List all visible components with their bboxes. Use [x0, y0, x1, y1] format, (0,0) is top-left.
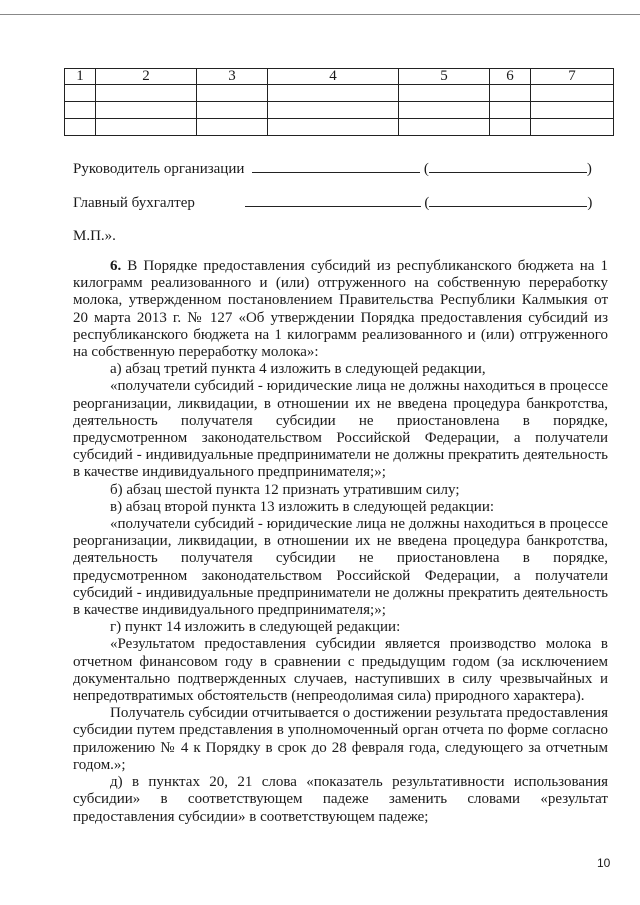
item-b: б) абзац шестой пункта 12 признать утратившим силу; [110, 481, 460, 498]
head-signature-blank[interactable] [252, 158, 420, 173]
table-cell [490, 85, 531, 102]
accountant-name-blank[interactable] [429, 192, 587, 207]
table-cell [531, 85, 614, 102]
table-cell [65, 102, 96, 119]
table-cell [65, 85, 96, 102]
table-row [65, 85, 614, 102]
table-header-cell: 7 [531, 69, 614, 85]
head-name-blank[interactable] [429, 158, 587, 173]
paragraph-6 [73, 258, 608, 361]
table-cell [268, 102, 399, 119]
table-cell [268, 85, 399, 102]
table-header-row [65, 69, 614, 85]
paragraph-number: 6. [110, 258, 122, 274]
table-cell [268, 119, 399, 136]
table-cell [96, 102, 197, 119]
item-g-quote: «Результатом предоставления субсидии является производство молока в отчетном финансовом году в сравнении с предыдущим годом (за исключением документально подтвержденных случаев, наступивших в силу чрезвычайных и непредотвратимых обстоятельств (непреодолимая сила) природного характера). [73, 636, 608, 705]
table-header-cell: 1 [65, 69, 96, 85]
report-form-table [64, 68, 614, 136]
paragraph-6-text: В Порядке предоставления субсидий из республиканского бюджета на 1 килограмм реализованного и (или) отгруженного на собственную переработку молока, утвержденном постановлением Правительства Республики Калмыкия от 20 марта 2013 г. № 127 «Об утверждении Порядка предоставления субсидий из республиканского бюджета на 1 килограмм реализованного и (или) отгруженного на собственную переработку молока»: [73, 258, 608, 361]
table-cell [197, 119, 268, 136]
accountant-signature-label: Главный бухгалтер [73, 195, 195, 211]
table-cell [490, 102, 531, 119]
table-cell [490, 119, 531, 136]
table-cell [96, 119, 197, 136]
table-header-cell: 4 [268, 69, 399, 85]
item-a-quote: «получатели субсидий - юридические лица не должны находиться в процессе реорганизации, ликвидации, в отношении их не введена процедура банкротства, деятельность получателя субсидии не приостановлена в порядке, предусмотренном законодательством Российской Федерации, а получатели субсидий - индивидуальные предприниматели не должны прекратить деятельность в качестве индивидуального предпринимателя;»; [73, 378, 608, 481]
table-cell [399, 85, 490, 102]
item-g: г) пункт 14 изложить в следующей редакции: [110, 619, 401, 636]
table-cell [399, 102, 490, 119]
accountant-close-paren: ) [587, 195, 593, 211]
amendment-text [73, 258, 608, 826]
table-cell [399, 119, 490, 136]
table-cell [65, 119, 96, 136]
table-cell [197, 85, 268, 102]
head-open-paren: ( [423, 161, 429, 177]
top-rule [0, 14, 640, 15]
accountant-signature-line [73, 192, 592, 212]
table-header-cell: 2 [96, 69, 197, 85]
table-cell [531, 119, 614, 136]
table-cell [96, 85, 197, 102]
table-cell [531, 102, 614, 119]
accountant-signature-blank[interactable] [245, 192, 421, 207]
table-header-cell: 3 [197, 69, 268, 85]
page-number: 10 [597, 856, 611, 870]
item-a: а) абзац третий пункта 4 изложить в следующей редакции, [110, 361, 486, 378]
stamp-label: М.П.». [73, 228, 116, 244]
accountant-open-paren: ( [424, 195, 430, 211]
item-g-quote-2: Получатель субсидии отчитывается о достижении результата предоставления субсидии путем представления в уполномоченный орган отчета по форме согласно приложению № 4 к Порядку в срок до 28 февраля года, следующего за отчетным годом.»; [73, 705, 608, 773]
head-signature-line [73, 158, 592, 178]
item-v: в) абзац второй пункта 13 изложить в следующей редакции: [110, 498, 495, 515]
table-row [65, 119, 614, 136]
table-row [65, 102, 614, 119]
table-header-cell: 6 [490, 69, 531, 85]
table-header-cell: 5 [399, 69, 490, 85]
table-cell [197, 102, 268, 119]
item-v-quote: «получатели субсидий - юридические лица не должны находиться в процессе реорганизации, ликвидации, в отношении их не введена процедура банкротства, деятельность получателя субсидии не приостановлена в порядке, предусмотренном законодательством Российской Федерации, а получатели субсидий - индивидуальные предприниматели не должны прекратить деятельность в качестве индивидуального предпринимателя;»; [73, 516, 608, 619]
head-signature-label: Руководитель организации [73, 161, 245, 177]
head-close-paren: ) [586, 161, 592, 177]
item-d: д) в пунктах 20, 21 слова «показатель результативности использования субсидии» в соответствующем падеже заменить словами «результат предоставления субсидии» в соответствующем падеже; [73, 774, 608, 825]
